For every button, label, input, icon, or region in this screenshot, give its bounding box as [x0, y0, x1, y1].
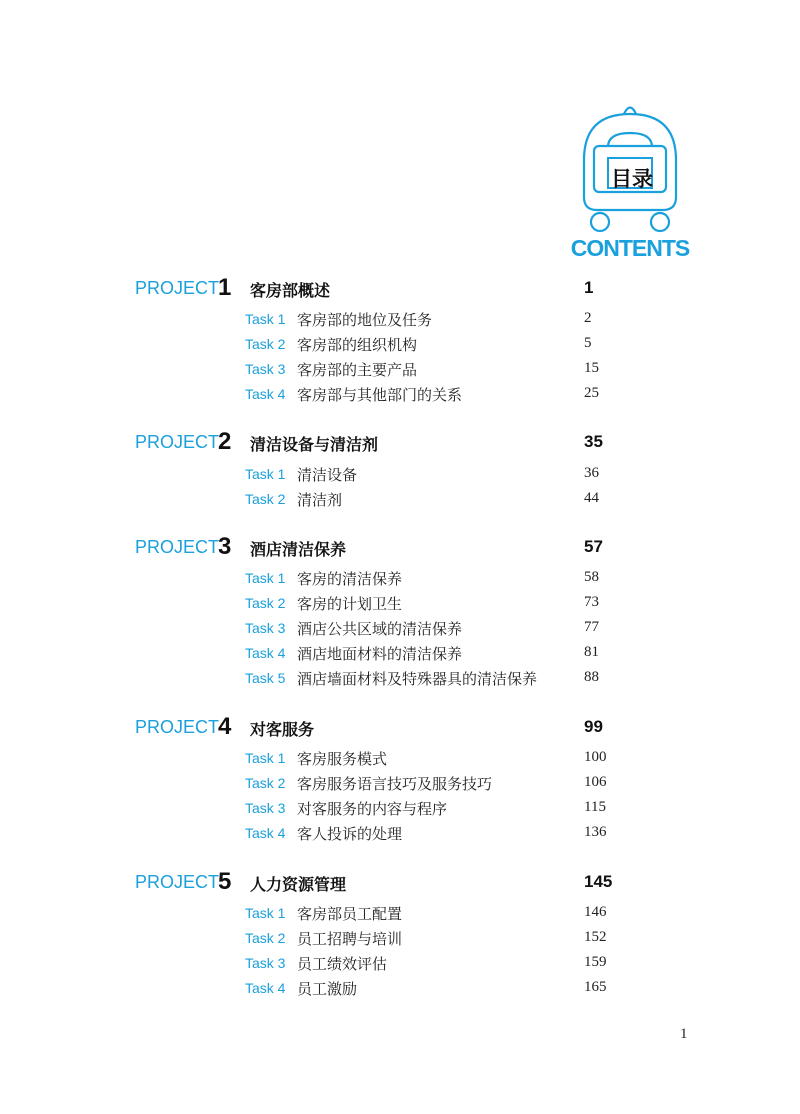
task-entry[interactable]: [0, 618, 800, 640]
task-label: Task 2: [245, 595, 286, 611]
task-title: 清洁设备: [297, 466, 358, 484]
project-number: 2: [218, 428, 232, 455]
task-label: Task 2: [245, 491, 286, 507]
task-page: 88: [584, 669, 599, 685]
task-entry[interactable]: [0, 903, 800, 925]
task-label: Task 3: [245, 361, 286, 377]
task-label: Task 1: [245, 570, 286, 586]
task-title: 酒店地面材料的清洁保养: [297, 645, 463, 663]
project-title: 客房部概述: [250, 281, 331, 300]
task-title: 客房部的主要产品: [297, 361, 418, 379]
project-number: 1: [218, 274, 232, 301]
project-heading-4[interactable]: [0, 714, 800, 742]
task-page: 146: [584, 904, 607, 920]
project-heading-5[interactable]: [0, 869, 800, 897]
project-label: PROJECT: [135, 432, 220, 452]
task-title: 员工激励: [297, 980, 358, 998]
task-page: 25: [584, 385, 599, 401]
task-title: 清洁剂: [297, 491, 343, 509]
task-label: Task 3: [245, 620, 286, 636]
contents-logo: [570, 100, 690, 270]
task-page: 15: [584, 360, 599, 376]
project-title: 清洁设备与清洁剂: [250, 435, 379, 454]
task-label: Task 4: [245, 825, 286, 841]
task-label: Task 1: [245, 311, 286, 327]
project-heading-2[interactable]: [0, 429, 800, 457]
task-page: 152: [584, 929, 607, 945]
task-entry[interactable]: [0, 978, 800, 1000]
task-page: 165: [584, 979, 607, 995]
task-label: Task 1: [245, 466, 286, 482]
task-entry[interactable]: [0, 384, 800, 406]
project-title: 对客服务: [250, 720, 315, 739]
project-title: 酒店清洁保养: [250, 540, 347, 559]
task-page: 106: [584, 774, 607, 790]
task-label: Task 2: [245, 336, 286, 352]
task-title: 客房服务模式: [297, 750, 388, 768]
task-page: 77: [584, 619, 599, 635]
task-entry[interactable]: [0, 748, 800, 770]
task-title: 对客服务的内容与程序: [297, 800, 448, 818]
contents-subtitle: CONTENTS: [570, 235, 690, 261]
task-label: Task 1: [245, 905, 286, 921]
task-title: 员工招聘与培训: [297, 930, 403, 948]
project-label: PROJECT: [135, 537, 220, 557]
task-page: 115: [584, 799, 606, 815]
task-title: 酒店墙面材料及特殊器具的清洁保养: [297, 670, 538, 688]
project-page: 35: [584, 432, 603, 451]
contents-title: 目录: [611, 167, 653, 191]
task-entry[interactable]: [0, 823, 800, 845]
project-page: 57: [584, 537, 603, 556]
project-page: 99: [584, 717, 603, 736]
task-title: 酒店公共区域的清洁保养: [297, 620, 463, 638]
task-title: 客房的计划卫生: [297, 595, 403, 613]
project-title: 人力资源管理: [250, 875, 347, 894]
task-page: 2: [584, 310, 592, 326]
task-entry[interactable]: [0, 489, 800, 511]
task-entry[interactable]: [0, 953, 800, 975]
project-heading-1[interactable]: [0, 275, 800, 303]
task-entry[interactable]: [0, 309, 800, 331]
task-entry[interactable]: [0, 359, 800, 381]
task-label: Task 4: [245, 980, 286, 996]
task-entry[interactable]: [0, 643, 800, 665]
project-label: PROJECT: [135, 278, 220, 298]
task-title: 客房部与其他部门的关系: [297, 386, 463, 404]
project-label: PROJECT: [135, 872, 220, 892]
project-number: 3: [218, 533, 232, 560]
task-entry[interactable]: [0, 568, 800, 590]
task-page: 73: [584, 594, 599, 610]
task-page: 36: [584, 465, 599, 481]
task-page: 159: [584, 954, 607, 970]
task-page: 44: [584, 490, 599, 506]
task-entry[interactable]: [0, 668, 800, 690]
task-entry[interactable]: [0, 593, 800, 615]
task-title: 员工绩效评估: [297, 955, 388, 973]
project-label: PROJECT: [135, 717, 220, 737]
task-label: Task 1: [245, 750, 286, 766]
task-title: 客房的清洁保养: [297, 570, 403, 588]
task-page: 100: [584, 749, 607, 765]
project-page: 145: [584, 872, 613, 891]
project-heading-3[interactable]: [0, 534, 800, 562]
task-label: Task 3: [245, 955, 286, 971]
task-title: 客房部的组织机构: [297, 336, 418, 354]
task-entry[interactable]: [0, 334, 800, 356]
project-number: 5: [218, 868, 232, 895]
task-label: Task 2: [245, 930, 286, 946]
task-title: 客人投诉的处理: [297, 825, 403, 843]
task-page: 58: [584, 569, 599, 585]
task-title: 客房部的地位及任务: [297, 311, 433, 329]
task-label: Task 4: [245, 386, 286, 402]
task-page: 5: [584, 335, 592, 351]
page-number: 1: [680, 1026, 688, 1042]
task-label: Task 5: [245, 670, 286, 686]
task-entry[interactable]: [0, 464, 800, 486]
project-number: 4: [218, 713, 232, 740]
task-label: Task 2: [245, 775, 286, 791]
task-entry[interactable]: [0, 928, 800, 950]
task-label: Task 4: [245, 645, 286, 661]
task-page: 81: [584, 644, 599, 660]
task-title: 客房服务语言技巧及服务技巧: [297, 775, 493, 793]
project-page: 1: [584, 278, 594, 297]
task-entry[interactable]: [0, 798, 800, 820]
task-page: 136: [584, 824, 607, 840]
task-label: Task 3: [245, 800, 286, 816]
task-title: 客房部员工配置: [297, 905, 403, 923]
task-entry[interactable]: [0, 773, 800, 795]
